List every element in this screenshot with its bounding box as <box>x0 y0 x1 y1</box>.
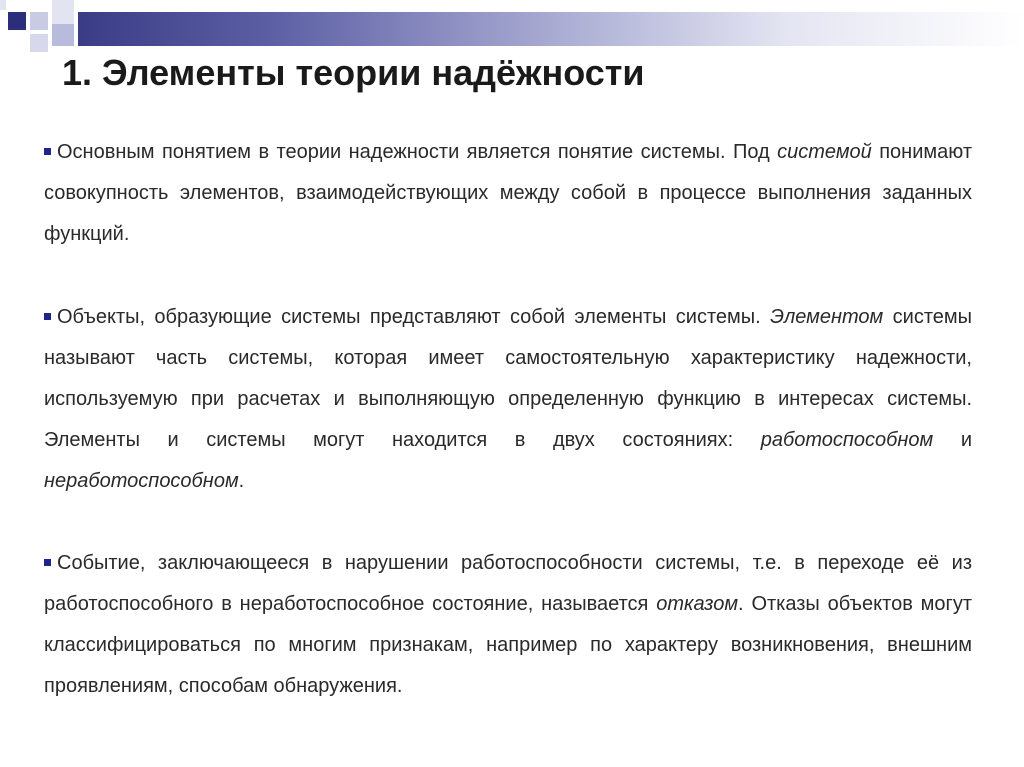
decor-square-light <box>30 34 48 52</box>
decor-square-dark <box>8 12 26 30</box>
paragraph-text: Событие, заключающееся в нарушении работоспособности системы, т.е. в переходе её из работоспособного в неработоспособное состояние, называется <box>44 552 972 615</box>
emphasis-term: Элементом <box>770 306 884 328</box>
slide-title: 1. Элементы теории надёжности <box>62 52 645 93</box>
emphasis-term: работоспособном <box>760 429 934 451</box>
decor-square-light <box>0 0 6 10</box>
decor-square-mid <box>52 24 74 46</box>
decor-square-light <box>52 0 74 24</box>
emphasis-term: неработоспособном <box>44 470 239 492</box>
paragraph-text: и <box>933 429 972 451</box>
paragraph-text: . <box>238 470 245 492</box>
header-gradient-bar <box>78 12 1024 46</box>
paragraph-3 <box>44 543 972 707</box>
paragraph-1 <box>44 132 972 255</box>
paragraph-2 <box>44 297 972 502</box>
paragraph-text: понимают совокупность элементов, взаимодействующих между собой в процессе выполнения заданных функций. <box>44 141 972 245</box>
paragraph-text: Основным понятием в теории надежности является понятие системы. Под <box>57 141 778 163</box>
emphasis-term: отказом <box>656 593 739 615</box>
paragraph-text: . Отказы объектов могут классифицироваться по многим признакам, например по характеру возникновения, внешним проявлениям, способам обнаружения. <box>44 593 973 697</box>
bullet-square-icon <box>44 148 51 155</box>
decor-square-light <box>30 12 48 30</box>
paragraph-text: системы называют часть системы, которая имеет самостоятельную характеристику надежности, используемую при расчетах и выполняющую определенную функцию в интересах системы. Элементы и системы могут находится в двух состояниях: <box>44 306 972 451</box>
bullet-square-icon <box>44 559 51 566</box>
paragraph-text: Объекты, образующие системы представляют собой элементы системы. <box>57 306 771 328</box>
emphasis-term: системой <box>777 141 872 163</box>
bullet-square-icon <box>44 313 51 320</box>
